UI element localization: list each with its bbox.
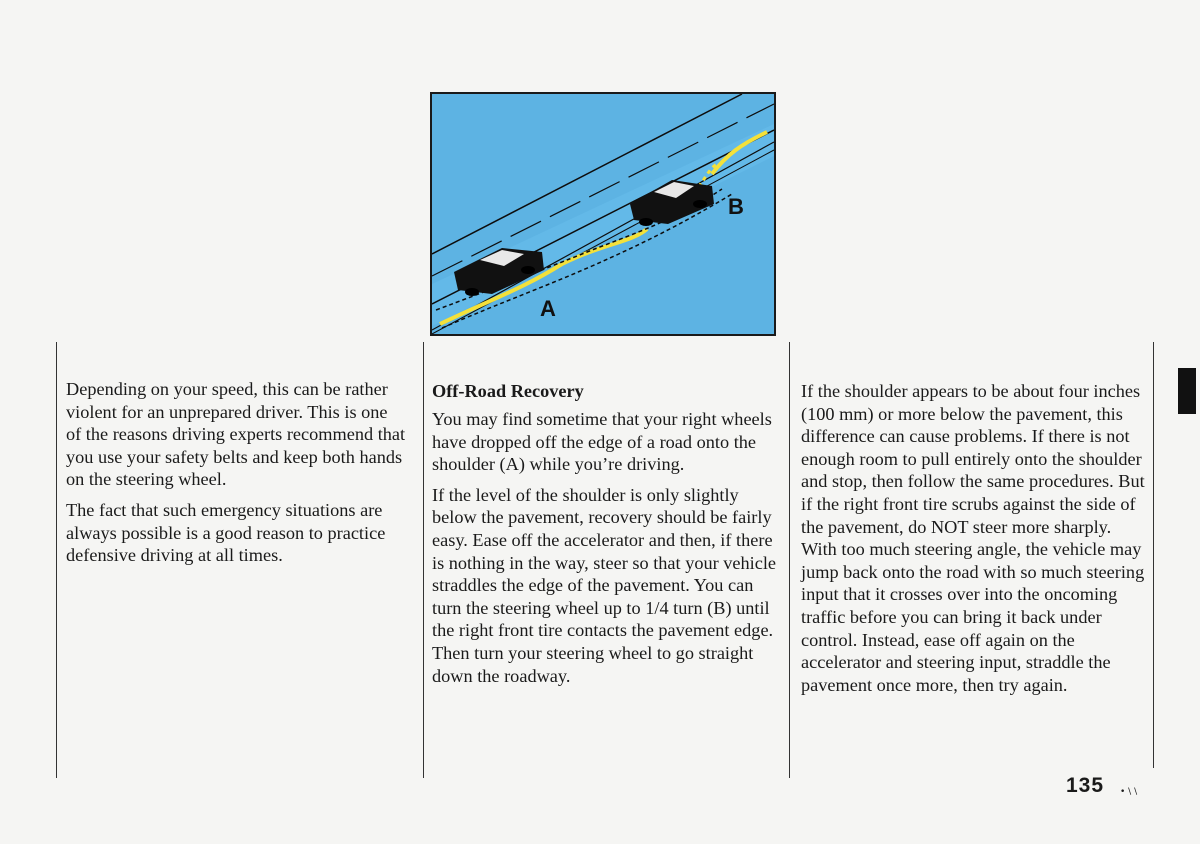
middle-paragraph-2: If the level of the shoulder is only slightly below the pavement, recovery should be fairly easy. Ease off the accelerator and then, if there is nothing in the way, steer so that your vehicle straddles the edge of the pavement. You can turn the steering wheel up to 1/4 turn (B) until the right front tire contacts the pavement edge. Then turn your steering wheel to go straight down the roadway.	[432, 484, 777, 686]
label-a: A	[540, 296, 556, 321]
left-paragraph-1: Depending on your speed, this can be rather violent for an unprepared driver. This is one of the reasons driving experts recommend that you use your safety belts and keep both hands on the steering wheel.	[66, 379, 406, 490]
right-column	[801, 380, 1149, 704]
column-rule-right	[789, 342, 790, 778]
middle-column	[432, 380, 778, 695]
road-diagram	[432, 94, 774, 334]
off-road-recovery-illustration	[430, 92, 776, 336]
section-heading: Off-Road Recovery	[432, 381, 584, 401]
middle-paragraph-1: You may find sometime that your right wheels have dropped off the edge of a road onto the shoulder (A) while you’re driving.	[432, 409, 772, 475]
label-b: B	[728, 194, 744, 219]
right-paragraph-1: If the shoulder appears to be about four inches (100 mm) or more below the pavement, this difference can cause problems. If there is not enough room to pull entirely onto the shoulder and stop, then follow the same procedures. But if the right front tire scrubs against the side of the pavement, do NOT steer more sharply. With too much steering angle, the vehicle may jump back onto the road with so much steering input that it crosses over into the oncoming traffic before you can bring it back under control. Instead, ease off again on the accelerator and steering input, straddle the pavement once more, then try again.	[801, 381, 1145, 695]
column-rule-left	[56, 342, 57, 778]
page-number-dots: • \ \	[1120, 787, 1138, 797]
left-column	[66, 378, 406, 575]
page-number: 135	[1066, 774, 1105, 797]
column-rule-middle	[423, 342, 424, 778]
section-tab-marker	[1178, 368, 1196, 414]
column-rule-far-right	[1153, 342, 1154, 768]
left-paragraph-2: The fact that such emergency situations are always possible is a good reason to practice defensive driving at all times.	[66, 499, 386, 566]
